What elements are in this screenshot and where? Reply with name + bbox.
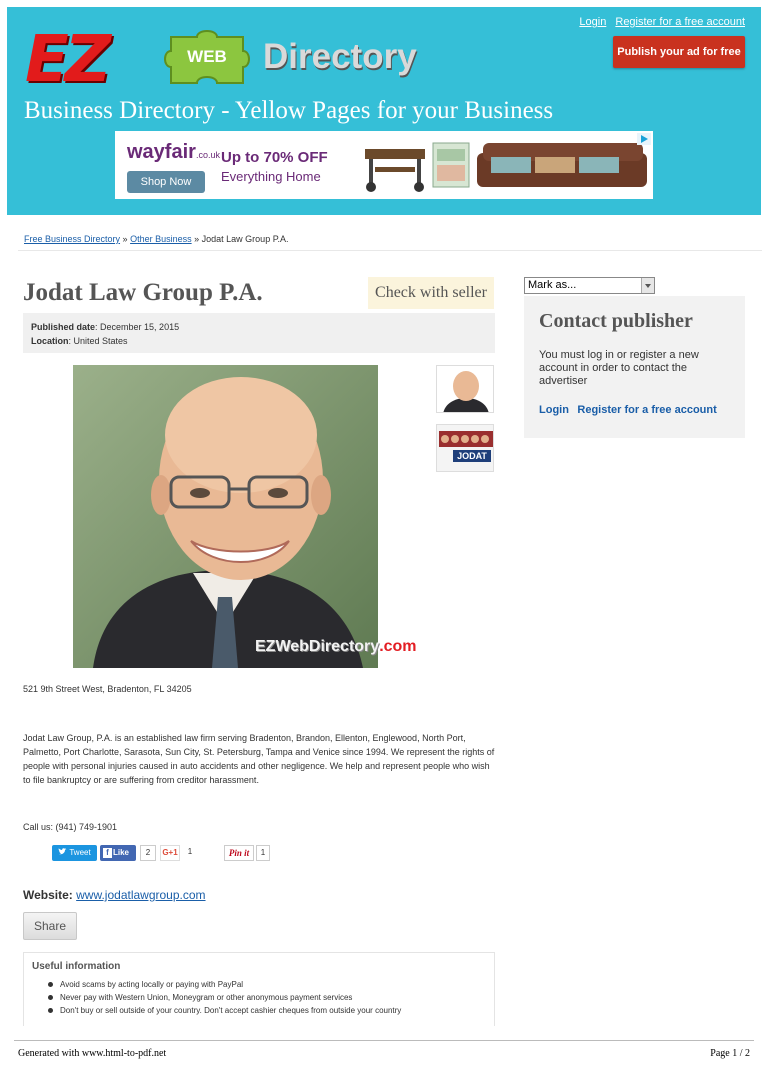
sidebar-register-link[interactable]: Register for a free account bbox=[577, 404, 717, 416]
account-links bbox=[573, 16, 745, 28]
ad-brand-logo bbox=[127, 141, 220, 164]
listing-title: Jodat Law Group P.A. bbox=[23, 279, 263, 306]
gplus-count: 1 bbox=[182, 845, 198, 861]
breadcrumb bbox=[24, 234, 289, 244]
safety-tips-list bbox=[48, 978, 486, 1017]
listing-description: Jodat Law Group, P.A. is an established law firm serving Bradenton, Brandon, Ellenton, Englewood, North Port, Palmetto, Port Charlotte, Sarasota, Sun City, St. Petersburg, Tampa and Venice since 1994. We represent the rights of people with personal injuries caused in auto accidents and other negligence. We help and represent people who wish to file bankruptcy or are suffering from creditor harassment. bbox=[23, 733, 495, 785]
footer-divider bbox=[14, 1040, 754, 1041]
facebook-like-button[interactable] bbox=[100, 845, 136, 861]
logo-web-text: WEB bbox=[187, 47, 227, 66]
facebook-icon: f bbox=[103, 848, 112, 858]
mark-as-value: Mark as... bbox=[528, 279, 577, 291]
page-number: Page 1 / 2 bbox=[710, 1048, 750, 1059]
listing-phone: Call us: (941) 749-1901 bbox=[23, 822, 118, 832]
list-item: Never pay with Western Union, Moneygram or other anonymous payment services bbox=[48, 991, 486, 1004]
listing-meta bbox=[23, 313, 495, 353]
contact-publisher-title: Contact publisher bbox=[539, 310, 693, 332]
banner-ad[interactable] bbox=[115, 131, 653, 199]
published-value: December 15, 2015 bbox=[100, 322, 180, 332]
website-link[interactable]: www.jodatlawgroup.com bbox=[76, 888, 206, 902]
main-listing-photo[interactable] bbox=[73, 365, 378, 668]
pin-count: 1 bbox=[256, 845, 270, 861]
useful-information-box bbox=[23, 952, 495, 1026]
ad-subline: Everything Home bbox=[221, 169, 321, 184]
listing-address: 521 9th Street West, Bradenton, FL 34205 bbox=[23, 684, 192, 694]
breadcrumb-current: Jodat Law Group P.A. bbox=[201, 234, 289, 244]
site-header bbox=[7, 7, 761, 215]
site-tagline: Business Directory - Yellow Pages for your Business bbox=[24, 97, 554, 124]
breadcrumb-separator: » bbox=[122, 234, 128, 244]
list-item: Don't buy or sell outside of your country. Don't accept cashier cheques from outside your country bbox=[48, 1004, 486, 1017]
published-label: Published date bbox=[31, 322, 96, 332]
tweet-button[interactable] bbox=[52, 845, 97, 861]
portrait-image bbox=[73, 365, 378, 668]
share-button[interactable]: Share bbox=[23, 912, 77, 940]
ad-shop-now-button[interactable]: Shop Now bbox=[127, 171, 205, 193]
ad-headline: Up to 70% OFF bbox=[221, 149, 328, 166]
thumbnail-portrait bbox=[437, 366, 494, 413]
twitter-bird-icon bbox=[58, 848, 67, 856]
useful-information-title: Useful information bbox=[32, 961, 121, 972]
publish-ad-button[interactable]: Publish your ad for free bbox=[613, 36, 745, 68]
login-link[interactable]: Login bbox=[579, 16, 607, 28]
breadcrumb-separator: » bbox=[194, 234, 200, 244]
divider bbox=[18, 250, 762, 251]
ad-furniture-image bbox=[365, 135, 647, 197]
breadcrumb-category-link[interactable]: Other Business bbox=[130, 234, 192, 244]
location: Location: United States bbox=[31, 336, 128, 346]
tweet-label: Tweet bbox=[69, 848, 91, 857]
contact-publisher-message: You must log in or register a new account in order to contact the advertiser bbox=[539, 349, 699, 387]
published-date: Published date: December 15, 2015 bbox=[31, 322, 180, 332]
breadcrumb-home-link[interactable]: Free Business Directory bbox=[24, 234, 121, 244]
website-label: Website: bbox=[23, 888, 73, 902]
thumbnail-group-photo bbox=[437, 425, 494, 472]
site-logo[interactable] bbox=[25, 21, 435, 99]
watermark-tld: .com bbox=[379, 638, 417, 655]
thumbnail-logo-text: JODAT bbox=[457, 451, 487, 461]
location-value: United States bbox=[73, 336, 128, 346]
mark-as-select[interactable] bbox=[524, 277, 655, 294]
ad-choices-icon[interactable] bbox=[637, 133, 651, 145]
location-label: Location bbox=[31, 336, 69, 346]
like-label: Like bbox=[113, 848, 130, 857]
register-link[interactable]: Register for a free account bbox=[615, 16, 745, 28]
listing-website bbox=[23, 888, 206, 902]
chevron-down-icon[interactable] bbox=[641, 278, 654, 293]
photo-thumbnail[interactable] bbox=[436, 365, 494, 413]
ad-brand-name: wayfair bbox=[127, 141, 196, 163]
photo-watermark bbox=[255, 638, 417, 656]
check-with-seller-badge: Check with seller bbox=[368, 277, 494, 309]
google-plus-button[interactable]: G+1 bbox=[160, 845, 180, 861]
like-count: 2 bbox=[140, 845, 156, 861]
sidebar-login-link[interactable]: Login bbox=[539, 404, 569, 416]
ad-brand-suffix: .co.uk bbox=[195, 150, 220, 160]
logo-directory-text: Directory bbox=[263, 37, 417, 76]
photo-thumbnail[interactable] bbox=[436, 424, 494, 472]
contact-publisher-links bbox=[539, 400, 730, 418]
watermark-brand: EZWebDirectory bbox=[255, 638, 380, 655]
contact-publisher-panel bbox=[524, 296, 745, 438]
list-item: Avoid scams by acting locally or paying with PayPal bbox=[48, 978, 486, 991]
pdf-generator-note: Generated with www.html-to-pdf.net bbox=[18, 1048, 167, 1059]
pinterest-button[interactable]: Pin it bbox=[224, 845, 254, 861]
logo-ez-text: EZ bbox=[25, 23, 108, 97]
